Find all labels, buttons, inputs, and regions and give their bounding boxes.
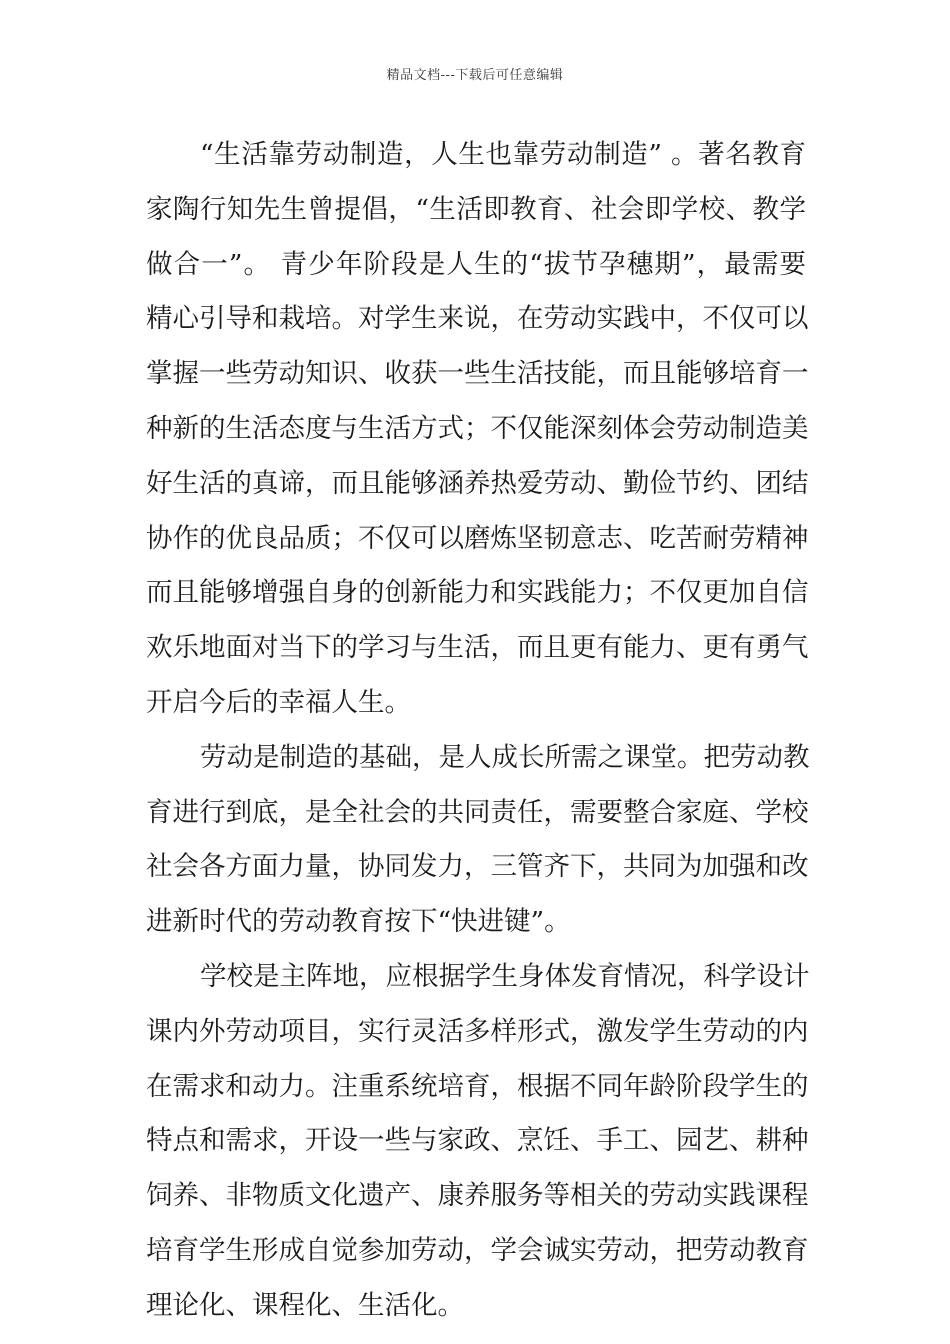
text-line: 培育学生形成自觉参加劳动，学会诚实劳动，把劳动教育 bbox=[146, 1234, 809, 1266]
text-line: 好生活的真谛，而且能够涵养热爱劳动、勤俭节约、团结 bbox=[146, 467, 809, 499]
text-line: 进新时代的劳动教育按下“快进键”。 bbox=[146, 906, 571, 938]
text-line: 家陶行知先生曾提倡，“生活即教育、社会即学校、教学 bbox=[146, 193, 806, 225]
text-line: 掌握一些劳动知识、收获一些生活技能，而且能够培育一 bbox=[146, 358, 809, 390]
text-line: 课内外劳动项目，实行灵活多样形式，激发学生劳动的内 bbox=[146, 1015, 809, 1047]
text-line: 做合一”。 青少年阶段是人生的“拔节孕穗期”，最需要 bbox=[146, 248, 806, 280]
text-line: 种新的生活态度与生活方式；不仅能深刻体会劳动制造美 bbox=[146, 412, 809, 444]
text-line: 饲养、非物质文化遗产、康养服务等相关的劳动实践课程 bbox=[146, 1180, 809, 1212]
text-line: 育进行到底，是全社会的共同责任，需要整合家庭、学校 bbox=[146, 796, 809, 828]
text-line: 理论化、课程化、生活化。 bbox=[146, 1289, 464, 1321]
text-line: 劳动是制造的基础，是人成长所需之课堂。把劳动教 bbox=[200, 741, 810, 773]
text-line: 在需求和动力。注重系统培育，根据不同年龄阶段学生的 bbox=[146, 1070, 809, 1102]
text-line: 精心引导和栽培。对学生来说，在劳动实践中，不仅可以 bbox=[146, 303, 809, 335]
text-line: 欢乐地面对当下的学习与生活，而且更有能力、更有勇气 bbox=[146, 632, 809, 664]
text-line: 而且能够增强自身的创新能力和实践能力；不仅更加自信 bbox=[146, 577, 809, 609]
paragraph-3 bbox=[146, 950, 810, 1334]
paragraph-2 bbox=[146, 731, 810, 950]
text-line: 协作的优良品质；不仅可以磨炼坚韧意志、吃苦耐劳精神 bbox=[146, 522, 809, 554]
text-line: 特点和需求，开设一些与家政、烹饪、手工、园艺、耕种 bbox=[146, 1125, 809, 1157]
page-header: 精品文档---下载后可任意编辑 bbox=[386, 68, 564, 83]
document-body bbox=[146, 128, 810, 1334]
text-line: 学校是主阵地，应根据学生身体发育情况，科学设计 bbox=[200, 960, 810, 992]
text-line: 开启今后的幸福人生。 bbox=[146, 686, 411, 718]
text-line: “生活靠劳动制造，人生也靠劳动制造” 。著名教育 bbox=[200, 139, 806, 170]
text-line: 社会各方面力量，协同发力，三管齐下，共同为加强和改 bbox=[146, 851, 809, 883]
paragraph-1 bbox=[146, 128, 809, 731]
